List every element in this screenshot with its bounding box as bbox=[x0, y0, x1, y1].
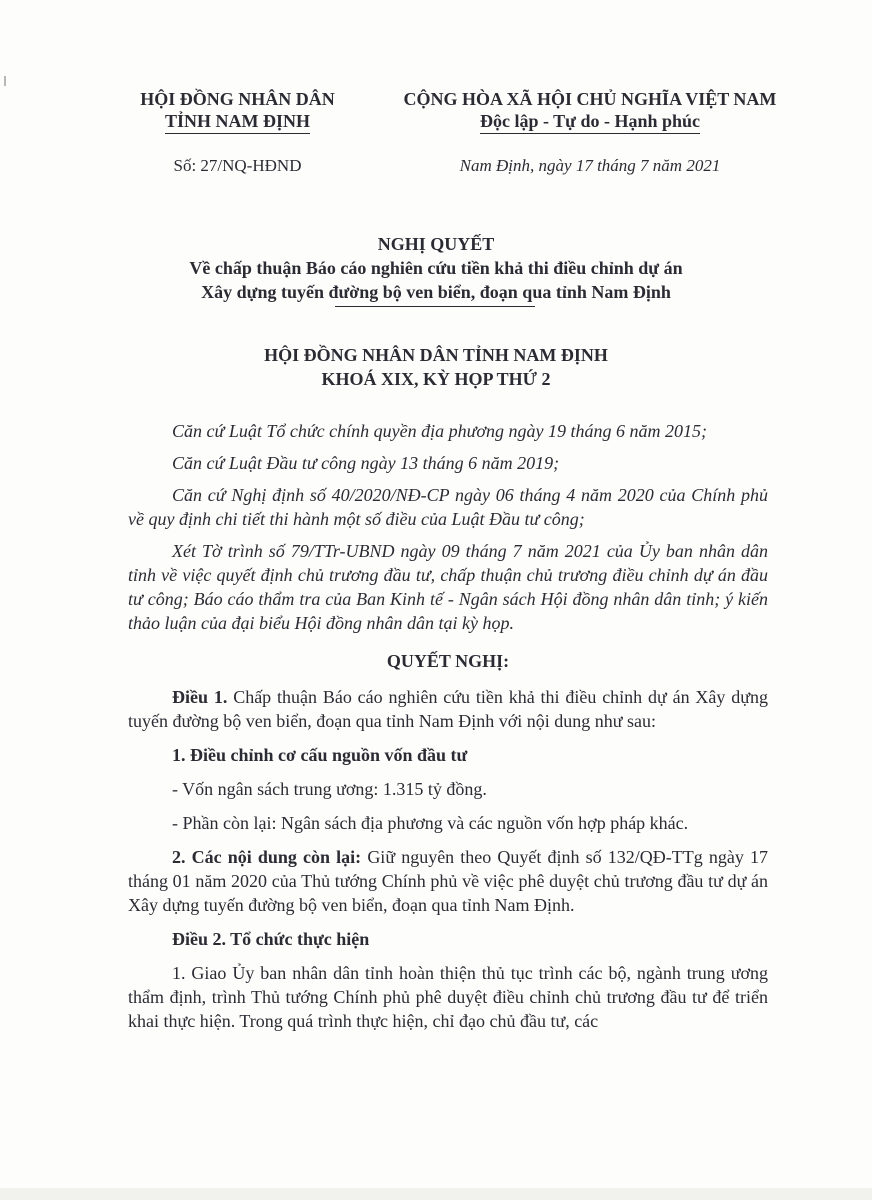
issuing-authority bbox=[120, 88, 355, 134]
legal-basis-4: Xét Tờ trình số 79/TTr-UBND ngày 09 tháng 7 năm 2021 của Ủy ban nhân dân tỉnh về việc quyết định chủ trương đầu tư, chấp thuận chủ trương điều chỉnh dự án đầu tư công; Báo cáo thẩm tra của Ban Kinh tế - Ngân sách Hội đồng nhân dân tỉnh; ý kiến thảo luận của đại biểu Hội đồng nhân dân tại kỳ họp. bbox=[128, 541, 768, 633]
article-1 bbox=[128, 685, 768, 733]
article-1-label: Điều 1. bbox=[172, 687, 228, 707]
authority-line-2: TỈNH NAM ĐỊNH bbox=[165, 110, 310, 134]
article-1-bullet-2: - Phần còn lại: Ngân sách địa phương và các nguồn vốn hợp pháp khác. bbox=[172, 813, 689, 833]
decision-heading: QUYẾT NGHỊ: bbox=[386, 651, 510, 671]
document-number: Số: 27/NQ-HĐND bbox=[173, 156, 302, 175]
council-session: KHOÁ XIX, KỲ HỌP THỨ 2 bbox=[321, 369, 551, 389]
article-1-item-1-heading bbox=[128, 743, 768, 767]
article-1-text: Chấp thuận Báo cáo nghiên cứu tiền khả thi điều chỉnh dự án Xây dựng tuyến đường bộ ven biển, đoạn qua tỉnh Nam Định với nội dung như sau: bbox=[128, 687, 769, 731]
document-type: NGHỊ QUYẾT bbox=[377, 234, 495, 254]
title-divider bbox=[335, 306, 535, 307]
scan-edge-mark bbox=[4, 76, 6, 86]
document-date: Nam Định, ngày 17 tháng 7 năm 2021 bbox=[459, 156, 721, 175]
item-2-label: 2. Các nội dung còn lại: bbox=[172, 847, 362, 867]
article-1-item-2 bbox=[128, 845, 768, 917]
authority-line-1: HỘI ĐỒNG NHÂN DÂN bbox=[140, 89, 335, 109]
subject-line-1: Về chấp thuận Báo cáo nghiên cứu tiền khả thi điều chỉnh dự án bbox=[189, 258, 683, 278]
article-2-item-1: 1. Giao Ủy ban nhân dân tỉnh hoàn thiện thủ tục trình các bộ, ngành trung ương thẩm định, trình Thủ tướng Chính phủ phê duyệt điều chỉnh chủ trương đầu tư để triển khai thực hiện. Trong quá trình thực hiện, chỉ đạo chủ đầu tư, các bbox=[128, 963, 768, 1031]
legal-basis-1: Căn cứ Luật Tổ chức chính quyền địa phương ngày 19 tháng 6 năm 2015; bbox=[172, 421, 708, 441]
council-heading bbox=[100, 343, 772, 391]
legal-basis-3: Căn cứ Nghị định số 40/2020/NĐ-CP ngày 06 tháng 4 năm 2020 của Chính phủ về quy định chi tiết thi hành một số điều của Luật Đầu tư công; bbox=[128, 485, 768, 529]
legal-basis-2: Căn cứ Luật Đầu tư công ngày 13 tháng 6 năm 2019; bbox=[172, 453, 560, 473]
subject-line-2: Xây dựng tuyến đường bộ ven biển, đoạn qua tỉnh Nam Định bbox=[201, 282, 671, 302]
national-name: CỘNG HÒA XÃ HỘI CHỦ NGHĨA VIỆT NAM bbox=[403, 89, 777, 109]
document-body bbox=[128, 419, 768, 1043]
document-title bbox=[100, 232, 772, 304]
article-1-bullet-1: - Vốn ngân sách trung ương: 1.315 tỷ đồng. bbox=[172, 779, 487, 799]
scan-bottom-edge bbox=[0, 1188, 872, 1200]
item-2-text: Giữ nguyên theo Quyết định số 132/QĐ-TTg ngày 17 tháng 01 năm 2020 của Thủ tướng Chính phủ về việc phê duyệt chủ trương đầu tư dự án Xây dựng tuyến đường bộ ven biển, đoạn qua tỉnh Nam Định. bbox=[128, 847, 769, 915]
national-title bbox=[380, 88, 800, 134]
item-1-heading-text: 1. Điều chỉnh cơ cấu nguồn vốn đầu tư bbox=[172, 745, 468, 765]
article-2-heading-text: Điều 2. Tổ chức thực hiện bbox=[172, 929, 370, 949]
article-2-heading bbox=[128, 927, 768, 951]
national-motto: Độc lập - Tự do - Hạnh phúc bbox=[480, 110, 700, 134]
council-name: HỘI ĐỒNG NHÂN DÂN TỈNH NAM ĐỊNH bbox=[264, 345, 608, 365]
